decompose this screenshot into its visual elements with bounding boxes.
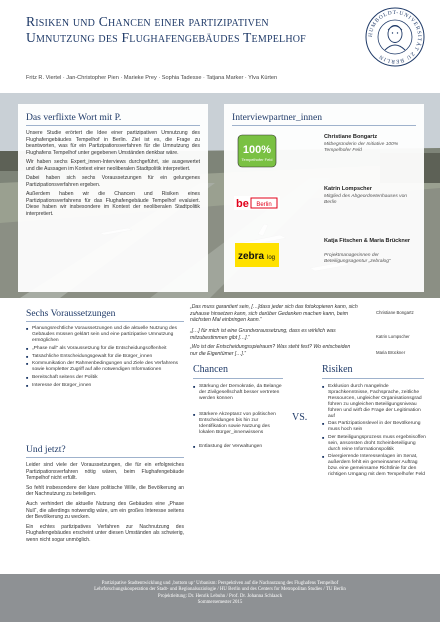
svg-text:Berlin: Berlin [256,202,272,208]
svg-text:log: log [267,255,276,261]
humboldt-seal-logo [364,6,426,68]
poster-header [0,0,440,92]
conclusion-paragraph: So fehlt insbesondere der klare politische Wille, die Bevölkerung an der Nachnutzung zu beteiligen. [26,484,184,498]
be-berlin-logo [232,186,282,220]
list-item: ■ Stärkere Akzeptanz von politischen Entscheidungen bis hin zur Identifikation sowie Nutzung des lokalen Bürger_innenwissens [193,412,285,436]
conclusion-heading: Und jetzt? [26,444,66,455]
list-item: ■ Exklusion durch mangelnde Sprachkenntnisse, Fachsprache, zeitliche Ressourcen, ungleicher Organisationsgrad führen zu ungleichen Beteiligungsniveau führen und wirft die Frage der Legitimation auf [322,384,426,420]
intro-paragraph: Wir haben sechs Expert_innen-Interviews durchgeführt, sie ausgewertet und die Aussagen im Kontext einer neoliberalen Stadtpolitik interpretiert. [26,159,200,172]
conclusion-text [26,462,184,547]
initiative-100-logo [232,134,282,168]
heading-underline [232,125,416,126]
partner-role: Mitbegründerin der Initiative 100% Tempelhofer Feld [324,142,399,153]
risks-heading: Risiken [322,364,353,375]
footer-line: Sommersemester 2015 [197,599,243,605]
partner-entry [232,184,418,224]
heading-underline [193,378,283,379]
title-line-2: Umnutzung des Flughafengebäudes Tempelhof [26,30,306,45]
heading-underline [26,321,184,322]
partner-name: Katrin Lompscher [324,186,372,192]
heading-underline [26,125,200,126]
quote-text: „Wo ist der Entscheidungsspielraum? Was steht fest? Wo entscheiden nur die Eigentümer […].“ [190,344,351,357]
list-item: ■ Interesse der Bürger_innen [26,383,184,389]
list-item: ■ „Phase null“ als Voraussetzung für die Entscheidungsoffenheit [26,346,184,352]
svg-text:HUMBOLDT-UNIVERSITÄT ZU BERLIN: HUMBOLDT-UNIVERSITÄT ZU BERLIN [367,9,423,65]
quote-text: „Das muss garantiert sein, […]dass jeder sich das fotokopieren kann, sich zuhause hinsetzen kann, sich darüber Gedanken machen kann, beim nächsten Mal einbringen kann.“ [190,304,358,323]
poster-footer [0,574,440,622]
partner-role: Mitglied des Abgeordnetenhauses von Berlin [324,194,408,205]
list-item: ■ Divergierende Interessenlagen im Senat, außerdem fehlt ein gemeinsamer Auftrag bzw. eine gemeinsame Richtlinie für den richtigen Umgang mit dem Tempelhofer Feld [322,454,426,478]
svg-text:zebra: zebra [238,251,265,262]
conclusion-paragraph: Leider sind viele der Voraussetzungen, die für ein erfolgreiches Partizipationsverfahren nötig wären, beim Flughafengebäude Tempelhof nicht erfüllt. [26,462,184,482]
quote-author: Maria Brückner [376,350,406,355]
title-line-1: Risiken und Chancen einer partizipativen [26,14,269,29]
poster-title [26,14,366,46]
intro-paragraph: Unsere Studie erörtert die Idee einer partizipativen Umnutzung des Flughafengebäudes Tempelhof in Berlin. Ziel ist es, die Frage zu beantworten, was für ein Partizipationsverfahren für die Umnutzung des Flughafens Tempelhof unter gegebenen Umständen denkbar wäre. [26,130,200,157]
list-item: ■ Entlastung der Verwaltungen [193,444,285,450]
requirements-heading: Sechs Voraussetzungen [26,308,116,319]
svg-text:be: be [236,198,249,210]
list-item: ■ Das Partizipationslevel in der Bevölkerung muss hoch sein [322,421,426,433]
intro-heading: Das verflixte Wort mit P. [26,112,122,123]
intro-paragraph: Dabei haben sich sechs Voraussetzungen für ein gelungenes Partizipationsverfahren ergeben. [26,175,200,188]
partner-entry [232,132,418,172]
svg-text:100%: 100% [242,144,272,156]
versus-label: VS. [292,412,308,423]
partner-role: Projektmanagerinnen der Beteiligungsagentur „zebralog“ [324,253,391,264]
partner-entry [232,236,418,276]
zebralog-logo [232,238,282,272]
conclusion-paragraph: Ein echtes partizipatives Verfahren zur Nachnutzung des Flughafengebäudes erscheint unter diesen Umständen als schwierig, wenn nicht sogar unmöglich. [26,523,184,543]
intro-panel [18,104,208,292]
requirements-list [26,326,184,391]
list-item: ■ Planungsrechtliche Voraussetzungen und die aktuelle Nutzung des Gebäudes müssen geklärt sein und eine partizipative Umnutzung ermöglichen [26,326,184,344]
interview-heading: Interviewpartner_innen [232,112,323,123]
list-item: ■ Bereitschaft seitens der Politik [26,375,184,381]
heading-underline [322,378,424,379]
interview-panel [224,104,424,292]
intro-paragraph: Außerdem haben wir die Chancen und Risiken eines Partizipationsverfahrens für das Flughafengebäude Tempelhof evaluiert. Diese haben wir insbesondere im Kontext der neoliberalen Stadtpolitik interpretiert. [26,190,200,217]
risks-list [322,384,426,480]
intro-text [26,130,200,220]
list-item: ■ Tatsächliche Entscheidungsgewalt für die Bürger_innen [26,354,184,360]
chances-heading: Chancen [193,364,228,375]
quote-author: Christiane Bongartz [376,310,414,315]
list-item: ■ Stärkung der Demokratie, da Belange der Zivilgesellschaft besser vertreten werden können [193,384,285,402]
conclusion-paragraph: Auch verhindert die aktuelle Nutzung des Gebäudes eine „Phase Null“, die allerdings notwendig wäre, um ein großes Interesse seitens der Bevölkerung zu wecken. [26,500,184,521]
author-list: Fritz R. Viertel · Jan-Christopher Pien · Marieke Prey · Sophia Tadesse · Tatjana Marker · Ylva Kürten [26,75,278,81]
footer-line: Lehrforschungskooperation der Stadt- und Regionalsoziologie / HU Berlin und des Centers for Metropolitan Studies / TU Berlin [94,587,346,593]
list-item: ■ Der Beteiligungsprozess muss ergebnisoffen sein, ansonsten droht Scheinbeteiligung durch reine Informationspolitik [322,435,426,453]
partner-name: Christiane Bongartz [324,134,378,140]
heading-underline [26,457,184,458]
svg-text:Tempelhofer Feld: Tempelhofer Feld [241,157,273,162]
chances-list [193,384,285,451]
quote-text: „[…] für mich ist eine Grundvoraussetzung, dass es wirklich was mitzubestimmen gibt […].“ [190,328,336,341]
list-item: ■ Kommunikation der Rahmenbedingungen und Ziele des Verfahrens sowie kompletter Zugriff auf alle notwendigen Informationen [26,361,184,373]
footer-line: Projektleitung: Dr. Henrik Lebuhn / Prof. Dr. Johanna Schlaack [157,593,283,599]
quote-author: Katrin Lompscher [376,334,410,339]
footer-line: Partizipative Stadtentwicklung und ‚bottom up‘ Urbanism: Perspektiven auf die Nachnutzung des Flughafens Tempelhof [101,581,339,586]
partner-name: Katja Fitschen & Maria Brückner [324,238,411,244]
